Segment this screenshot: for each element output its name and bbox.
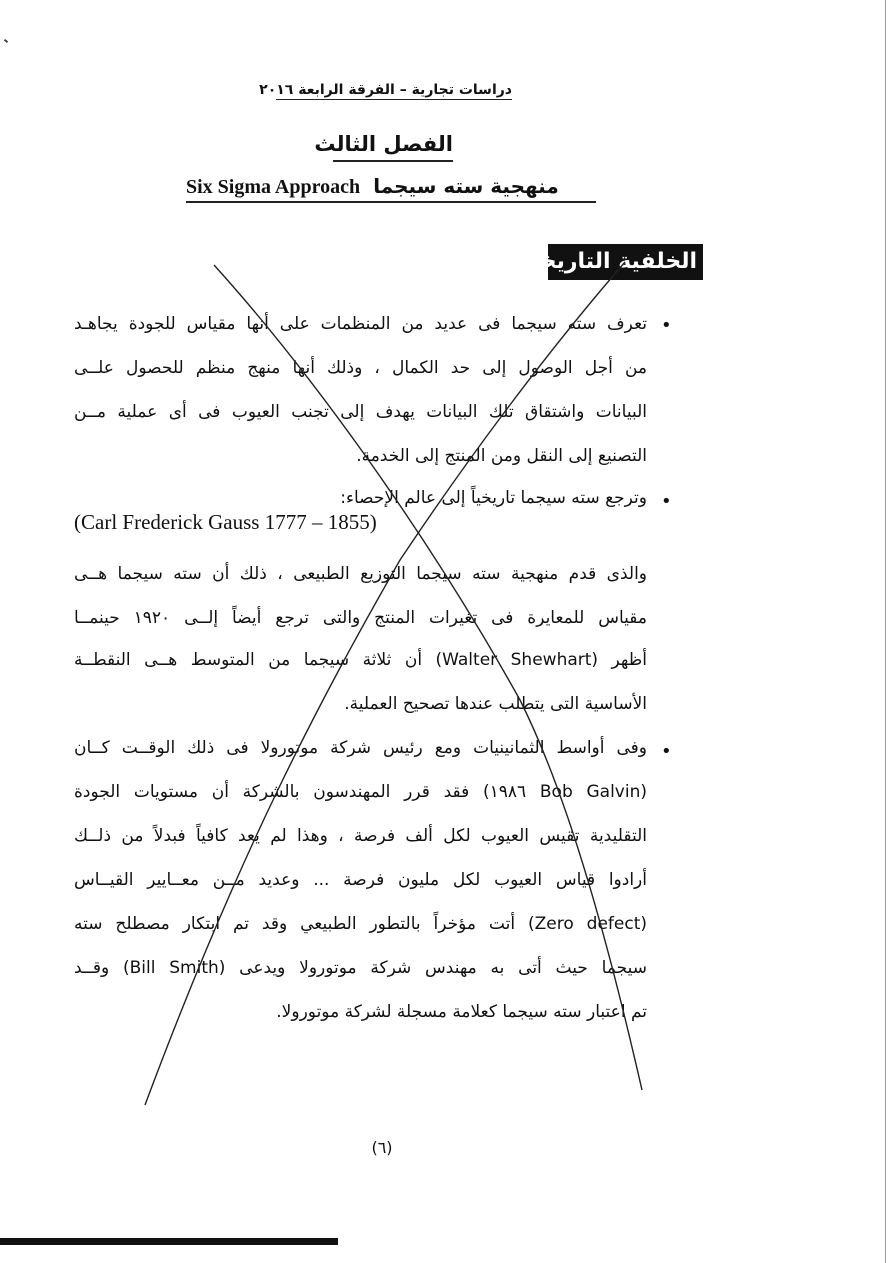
bullet-3: • [661, 741, 672, 762]
p3-line-2: مقياس للمعايرة فى تغيرات المنتج والتى ترجع أيضاً إلــى ١٩٢٠ حينمــا [74, 608, 647, 628]
bullet-2: • [661, 491, 672, 512]
p1-line-4: التصنيع إلى النقل ومن المنتج إلى الخدمة. [356, 446, 647, 466]
p4-line-4: أرادوا قياس العيوب لكل مليون فرصة ... وعديد مــن معــايير القيــاس [74, 870, 647, 890]
bullet-1: • [661, 315, 672, 336]
p1-line-1: تعرف سته سيجما فى عديد من المنظمات على أنها مقياس للجودة يجاهـد [74, 314, 647, 334]
p3-line-3: أظهر (Walter Shewhart) أن ثلاثة سيجما من المتوسط هــى النقطــة [74, 650, 648, 670]
title-arabic: منهجية سته سيجما [373, 174, 559, 198]
p1-line-3: البيانات واشتقاق تلك البيانات يهدف إلى تجنب العيوب فى أى عملية مــن [74, 402, 647, 422]
running-header: دراسات تجارية – الفرقة الرابعة ٢٠١٦ [259, 82, 512, 98]
section-heading: الخلفية التاريخية: [548, 244, 703, 280]
p4-line-2: (Bob Galvin ١٩٨٦) فقد قرر المهندسون بالشركة أن مستويات الجودة [74, 782, 647, 802]
cross-stroke-down [214, 265, 642, 1090]
chapter-title: الفصل الثالث [333, 132, 453, 162]
cross-stroke-up [145, 262, 625, 1105]
p1-line-2: من أجل الوصول إلى حد الكمال ، وذلك أنها منهج منظم للحصول علــى [74, 358, 647, 378]
gauss-reference: (Carl Frederick Gauss 1777 – 1855) [74, 510, 377, 534]
p3-line-1: والذى قدم منهجية سته سيجما التوزيع الطبيعى ، ذلك أن سته سيجما هــى [74, 564, 647, 584]
p4-line-6: سيجما حيث أتى به مهندس شركة موتورولا ويدعى (Bill Smith) وقــد [74, 958, 648, 978]
p2-line-1: وترجع سته سيجما تاريخياً إلى عالم الإحصاء: [340, 488, 647, 508]
p4-line-5: (Zero defect) أتت مؤخراً بالتطور الطبيعي وقد تم ابتكار مصطلح سته [74, 914, 647, 934]
footer-bar [0, 1238, 338, 1245]
p4-line-1: وفى أواسط الثمانينيات ومع رئيس شركة موتورولا فى ذلك الوقــت كــان [74, 738, 647, 758]
page-number: (٦) [371, 1138, 393, 1157]
p4-line-3: التقليدية تقيس العيوب لكل ألف فرصة ، وهذا لم يعد كافياً فبدلاً من ذلــك [74, 826, 647, 846]
title-english: Six Sigma Approach [186, 176, 361, 198]
p3-line-4: الأساسية التى يتطلب عندها تصحيح العملية. [344, 694, 647, 714]
p4-line-7: تم اعتبار سته سيجما كعلامة مسجلة لشركة موتورولا. [276, 1002, 647, 1022]
